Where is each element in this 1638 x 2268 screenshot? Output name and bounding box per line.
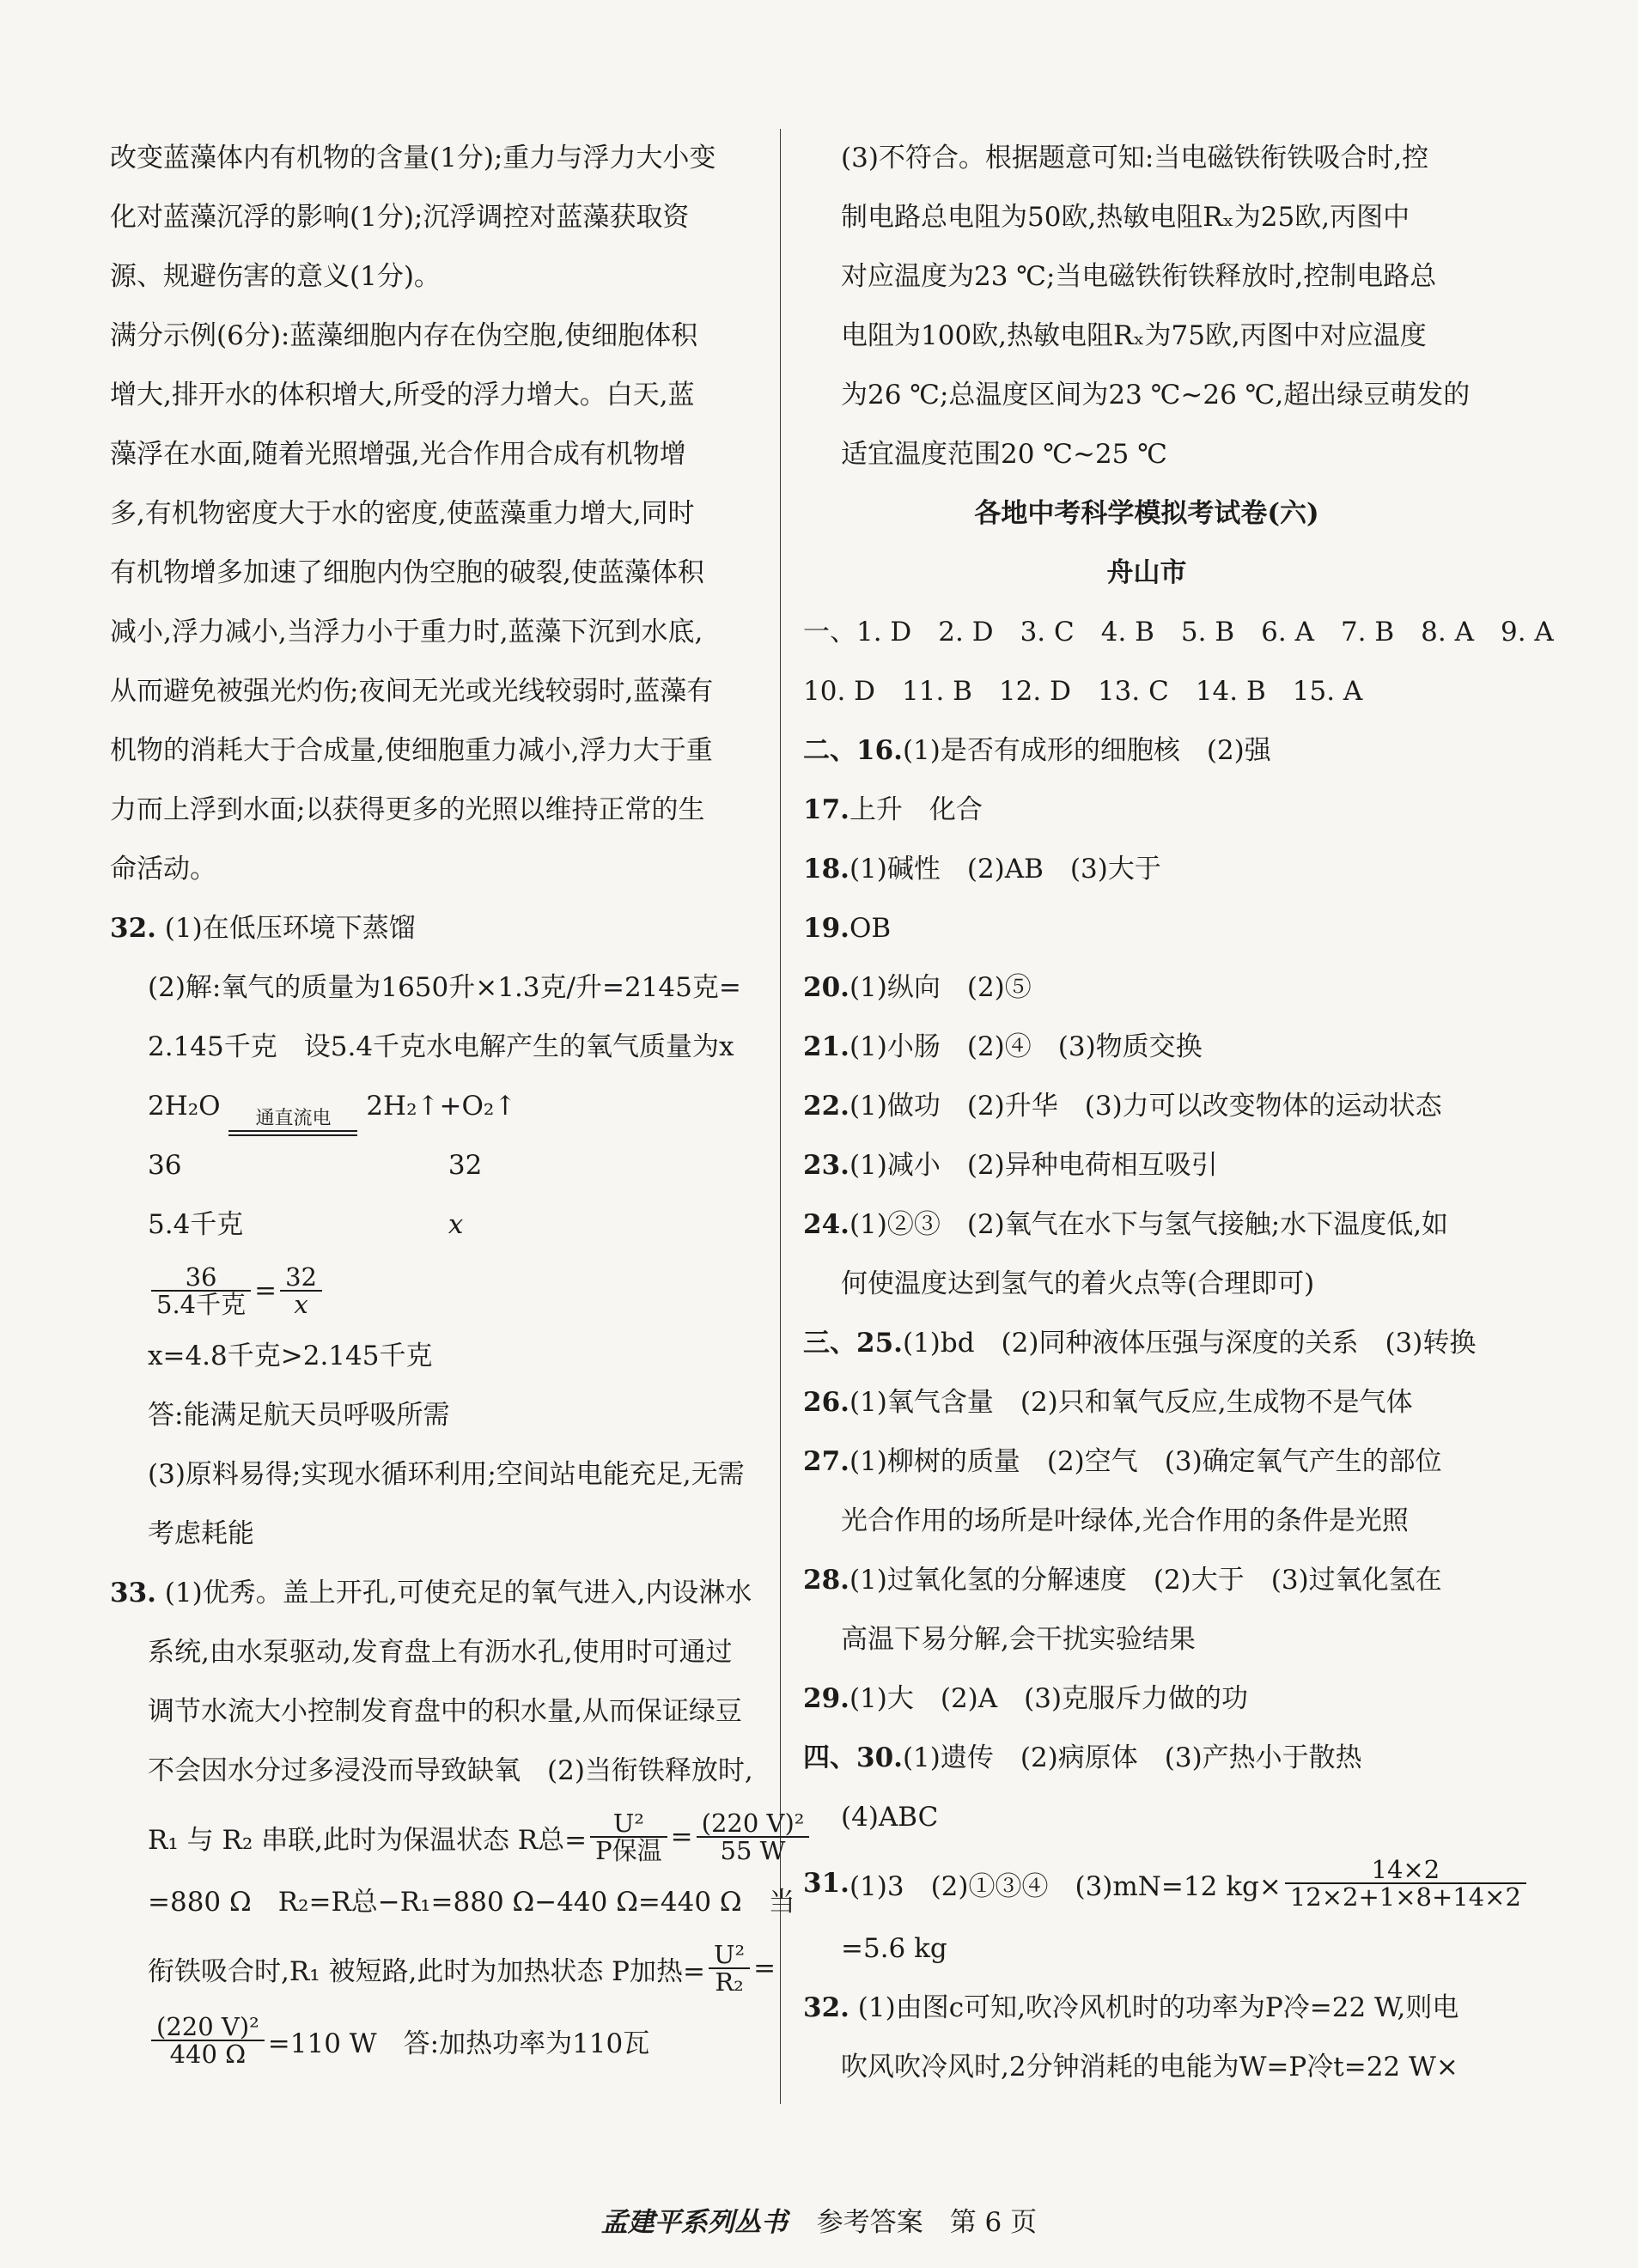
formula-line: R₁ 与 R₂ 串联,此时为保温状态 R总= $\frac{\text{U²}}{\text{P保温}}$ = $\frac{\text{(220 V)²}}{55 W}$ — [110, 1801, 756, 1873]
text-line: (3)不符合。根据题意可知:当电磁铁衔铁吸合时,控 — [841, 143, 1429, 173]
answer-item — [803, 1729, 1490, 1788]
answer-item — [803, 1077, 1490, 1136]
answer-text: (1)小肠 (2)④ (3)物质交换 — [849, 1031, 1203, 1062]
fraction: $\frac{32}{x}$ — [280, 1264, 322, 1318]
answer-item — [803, 1610, 1490, 1669]
answer-text: (1)过氧化氢的分解速度 (2)大于 (3)过氧化氢在 — [849, 1565, 1442, 1596]
answer-text: OB — [849, 913, 892, 944]
text-line: 2.145千克 设5.4千克水电解产生的氧气质量为x — [148, 1031, 734, 1062]
mass-row: 5.4千克 x — [148, 1209, 464, 1240]
question-number: 21. — [803, 1031, 849, 1062]
answer-text: (1)bd (2)同种液体压强与深度的关系 (3)转换 — [902, 1328, 1477, 1359]
question-number: 32. — [803, 1992, 849, 2023]
answer-text: 高温下易分解,会干扰实验结果 — [841, 1624, 1196, 1655]
question-number: 20. — [803, 972, 849, 1003]
fraction: $\frac{14\times 2}{12\times 2+1\times 8+14\times 2}$ — [1285, 1857, 1526, 1911]
question-number: 18. — [803, 854, 849, 885]
answer-item — [803, 840, 1490, 899]
text-line: 适宜温度范围20 ℃~25 ℃ — [841, 439, 1167, 470]
text-line: 不会因水分过多浸没而导致缺氧 (2)当衔铁释放时, — [148, 1755, 753, 1786]
question-number: 19. — [803, 913, 849, 944]
answer-text: (1)柳树的质量 (2)空气 (3)确定氧气产生的部位 — [849, 1446, 1442, 1477]
answer-item — [803, 899, 1490, 958]
answer-item — [803, 1788, 1490, 1847]
right-column — [803, 129, 1554, 2097]
question-number: 二、16. — [803, 735, 903, 766]
question-number: 27. — [803, 1446, 849, 1477]
answer-text: (4)ABC — [841, 1802, 939, 1833]
fraction: $\frac{36}{\text{5.4千克}}$ — [151, 1264, 251, 1318]
answer-text: 上升 化合 — [849, 794, 983, 825]
answer-text: (1)大 (2)A (3)克服斥力做的功 — [849, 1683, 1249, 1714]
answer-text: (1)遗传 (2)病原体 (3)产热小于散热 — [902, 1742, 1362, 1773]
fraction: $\frac{\text{U²}}{\text{R₂}}$ — [709, 1942, 750, 1996]
answer-text: (1)碱性 (2)AB (3)大于 — [849, 854, 1161, 885]
answer-item — [803, 1018, 1490, 1077]
text-line: 答:能满足航天员呼吸所需 — [148, 1400, 450, 1431]
question-number: 28. — [803, 1565, 849, 1596]
question-number: 17. — [803, 794, 849, 825]
text-line: 为26 ℃;总温度区间为23 ℃~26 ℃,超出绿豆萌发的 — [841, 380, 1471, 410]
column-divider — [780, 129, 781, 2104]
text-line: 满分示例(6分):蓝藻细胞内存在伪空胞,使细胞体积 — [110, 320, 698, 351]
answer-item — [803, 1136, 1490, 1195]
answer-text: (1)做功 (2)升华 (3)力可以改变物体的运动状态 — [849, 1091, 1442, 1122]
answer-text: (1)是否有成形的细胞核 (2)强 — [902, 735, 1271, 766]
answer-item — [803, 1373, 1490, 1432]
text-line: 吹风吹冷风时,2分钟消耗的电能为W=P冷t=22 W× — [841, 2052, 1458, 2083]
multiple-choice-answers: 一、1. D 2. D 3. C 4. B 5. B 6. A 7. B 8. A 9. A — [803, 617, 1554, 648]
page-label: 参考答案 第 6 页 — [816, 2207, 1038, 2238]
answer-list — [803, 721, 1490, 1847]
text-line: =5.6 kg — [841, 1933, 947, 1964]
answer-item — [803, 1492, 1490, 1551]
question-number: 31. — [803, 1868, 849, 1899]
answer-text: (1)②③ (2)氧气在水下与氢气接触;水下温度低,如 — [849, 1209, 1449, 1240]
answer-text: (1)氧气含量 (2)只和氧气反应,生成物不是气体 — [849, 1387, 1413, 1418]
answer-item — [803, 1255, 1490, 1314]
series-name: 孟建平系列丛书 — [600, 2207, 788, 2238]
formula-line: 衔铁吸合时,R₁ 被短路,此时为加热状态 P加热= $\frac{\text{U²}}{\text{R₂}}$ = — [148, 1939, 776, 1997]
q32-line: 32. (1)由图c可知,吹冷风机时的功率为P冷=22 W,则电 — [803, 1992, 1459, 2023]
question-number: 22. — [803, 1091, 849, 1122]
fraction: $\frac{\text{(220 V)²}}{55 W}$ — [697, 1810, 810, 1864]
answer-item — [803, 1669, 1490, 1729]
multiple-choice-answers: 10. D 11. B 12. D 13. C 14. B 15. A — [803, 676, 1363, 707]
text-line: =880 Ω R₂=R总−R₁=880 Ω−440 Ω=440 Ω 当 — [148, 1887, 795, 1918]
text-line: (2)解:氧气的质量为1650升×1.3克/升=2145克= — [148, 972, 741, 1003]
q33-line: 33. (1)优秀。盖上开孔,可使充足的氧气进入,内设淋水 — [110, 1578, 752, 1608]
text-line: 力而上浮到水面;以获得更多的光照以维持正常的生 — [110, 794, 705, 825]
text-line: 有机物增多加速了细胞内伪空胞的破裂,使蓝藻体积 — [110, 557, 704, 588]
question-number: 32. — [110, 913, 156, 944]
section-subtitle: 舟山市 — [1106, 557, 1187, 588]
answer-item — [803, 721, 1490, 781]
question-number: 三、25. — [803, 1328, 903, 1359]
question-number: 29. — [803, 1683, 849, 1714]
answer-text: 光合作用的场所是叶绿体,光合作用的条件是光照 — [841, 1505, 1409, 1536]
question-number: 26. — [803, 1387, 849, 1418]
q32-part1: 32. (1)在低压环境下蒸馏 — [110, 913, 416, 944]
text-line: 增大,排开水的体积增大,所受的浮力增大。白天,蓝 — [110, 380, 695, 410]
chemical-equation: 2H₂O 通直流电 2H₂↑+O₂↑ — [110, 1077, 756, 1136]
answer-text: (1)纵向 (2)⑤ — [849, 972, 1032, 1003]
left-column — [110, 129, 805, 2076]
text-line: 从而避免被强光灼伤;夜间无光或光线较弱时,蓝藻有 — [110, 676, 714, 707]
page-footer — [0, 2200, 1638, 2239]
text-line: 调节水流大小控制发育盘中的积水量,从而保证绿豆 — [148, 1696, 742, 1727]
text-line: 改变蓝藻体内有机物的含量(1分);重力与浮力大小变 — [110, 143, 716, 173]
text-line: 藻浮在水面,随着光照增强,光合作用合成有机物增 — [110, 439, 686, 470]
text-line: 命活动。 — [110, 854, 216, 885]
text-line: 系统,由水泵驱动,发育盘上有沥水孔,使用时可通过 — [148, 1637, 733, 1668]
text-line: 多,有机物密度大于水的密度,使蓝藻重力增大,同时 — [110, 498, 695, 529]
answer-item — [803, 1314, 1490, 1373]
text-line: 化对蓝藻沉浮的影响(1分);沉浮调控对蓝藻获取资 — [110, 202, 690, 233]
formula-line: $\frac{\text{(220 V)²}}{440 \Omega}$ =110 W 答:加热功率为110瓦 — [110, 2004, 756, 2076]
text-line: x=4.8千克>2.145千克 — [148, 1341, 433, 1371]
text-line: 减小,浮力减小,当浮力小于重力时,蓝藻下沉到水底, — [110, 617, 703, 648]
answer-item — [803, 1195, 1490, 1255]
text-line: (3)原料易得;实现水循环利用;空间站电能充足,无需 — [148, 1459, 745, 1490]
section-title: 各地中考科学模拟考试卷(六) — [974, 498, 1319, 529]
mass-row: 36 32 — [148, 1150, 483, 1181]
question-number: 33. — [110, 1578, 156, 1608]
question-number: 23. — [803, 1150, 849, 1181]
answer-item — [803, 1432, 1490, 1492]
answer-item — [803, 958, 1490, 1018]
answer-text: (1)减小 (2)异种电荷相互吸引 — [849, 1150, 1218, 1181]
text-line: 机物的消耗大于合成量,使细胞重力减小,浮力大于重 — [110, 735, 713, 766]
question-number: 四、30. — [803, 1742, 903, 1773]
fraction: $\frac{\text{(220 V)²}}{440 \Omega}$ — [151, 2014, 265, 2068]
q31-line: 31. (1)3 (2)①③④ (3)mN=12 kg× $\frac{14\times 2}{12\times 2+1\times 8+14\times 2}$ — [803, 1847, 1490, 1919]
text-line: 考虑耗能 — [148, 1518, 254, 1549]
answer-item — [803, 1551, 1490, 1610]
ratio-equation: $\frac{36}{\text{5.4千克}}$ = $\frac{32}{x}$ — [110, 1255, 756, 1327]
fraction: $\frac{\text{U²}}{\text{P保温}}$ — [590, 1810, 667, 1864]
text-line: 制电路总电阻为50欧,热敏电阻Rₓ为25欧,丙图中 — [841, 202, 1410, 233]
text-line: 源、规避伤害的意义(1分)。 — [110, 261, 441, 292]
text-line: 电阻为100欧,热敏电阻Rₓ为75欧,丙图中对应温度 — [841, 320, 1427, 351]
answer-text: 何使温度达到氢气的着火点等(合理即可) — [841, 1268, 1315, 1299]
reaction-condition: 通直流电 — [228, 1108, 357, 1136]
text-line: 对应温度为23 ℃;当电磁铁衔铁释放时,控制电路总 — [841, 261, 1437, 292]
question-number: 24. — [803, 1209, 849, 1240]
answer-item — [803, 781, 1490, 840]
